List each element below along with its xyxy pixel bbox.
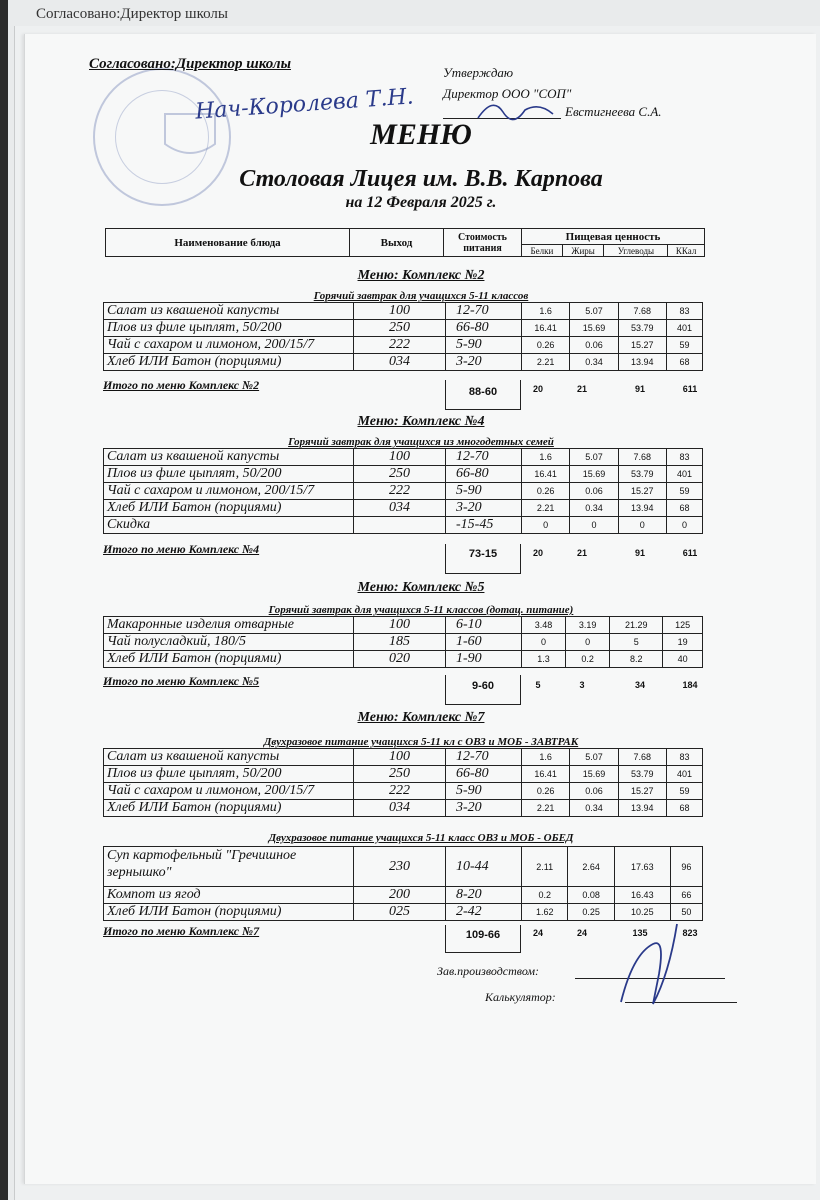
dish-name: Макаронные изделия отварные	[104, 617, 354, 634]
table-row	[104, 337, 703, 354]
header-cost: Стоимость питания	[444, 229, 522, 257]
dish-price: 3-20	[446, 800, 522, 817]
total-fats: 21	[576, 548, 587, 558]
total-proteins: 5	[535, 680, 541, 690]
dish-fats: 0.06	[570, 483, 618, 500]
dish-output: 100	[354, 749, 446, 766]
dish-carbs: 5	[610, 634, 663, 651]
dish-kcal: 68	[666, 354, 702, 371]
menu-table-complex-2	[103, 302, 703, 371]
calculator-signature-icon	[613, 914, 683, 1014]
dish-output: 100	[354, 449, 446, 466]
dish-name: Хлеб ИЛИ Батон (порциями)	[104, 651, 354, 668]
dish-proteins: 2.11	[522, 847, 568, 887]
handwritten-signature: Нач-Королева Т.Н.	[194, 84, 415, 125]
dish-name: Хлеб ИЛИ Батон (порциями)	[104, 904, 354, 921]
dish-carbs: 0	[618, 517, 666, 534]
dish-proteins: 2.21	[522, 800, 570, 817]
total-carbs: 135	[632, 928, 648, 938]
dish-price: 5-90	[446, 483, 522, 500]
dish-price: 3-20	[446, 354, 522, 371]
dish-fats: 0.34	[570, 354, 618, 371]
total-label: Итого по меню Комплекс №4	[103, 542, 260, 556]
dish-kcal: 83	[666, 749, 702, 766]
dish-kcal: 40	[663, 651, 703, 668]
dish-carbs: 7.68	[618, 303, 666, 320]
dish-output: 222	[354, 783, 446, 800]
dish-output: 100	[354, 303, 446, 320]
dish-kcal: 59	[666, 337, 702, 354]
dish-proteins: 16.41	[522, 320, 570, 337]
dish-fats: 5.07	[570, 303, 618, 320]
menu-date: на 12 Февраля 2025 г.	[345, 194, 497, 211]
dish-name: Чай с сахаром и лимоном, 200/15/7	[104, 483, 354, 500]
dish-kcal: 19	[663, 634, 703, 651]
table-row	[104, 466, 703, 483]
header-proteins: Белки	[522, 245, 563, 257]
table-row	[104, 500, 703, 517]
menu-table-complex-7-lunch	[103, 846, 703, 921]
dish-proteins: 2.21	[522, 500, 570, 517]
dish-price: 6-10	[446, 617, 522, 634]
dish-carbs: 15.27	[618, 783, 666, 800]
dish-kcal: 96	[670, 847, 702, 887]
dish-output: 250	[354, 320, 446, 337]
dish-name: Суп картофельный "Гречишное зернышко"	[104, 847, 354, 887]
menu-table-complex-4	[103, 448, 703, 534]
section-title: Меню: Комплекс №4	[357, 414, 485, 429]
total-kcal: 823	[682, 928, 698, 938]
dish-proteins: 0.26	[522, 483, 570, 500]
dish-carbs: 15.27	[618, 337, 666, 354]
dish-price: 66-80	[446, 320, 522, 337]
dish-output: 222	[354, 483, 446, 500]
dish-proteins: 1.62	[522, 904, 568, 921]
dish-name: Плов из филе цыплят, 50/200	[104, 466, 354, 483]
menu-document	[24, 34, 816, 1184]
dish-output	[354, 517, 446, 534]
dish-kcal: 68	[666, 800, 702, 817]
dish-price: 66-80	[446, 466, 522, 483]
dish-fats: 5.07	[570, 449, 618, 466]
dish-name: Компот из ягод	[104, 887, 354, 904]
dish-kcal: 59	[666, 783, 702, 800]
dish-carbs: 13.94	[618, 500, 666, 517]
dish-proteins: 0	[522, 634, 566, 651]
total-kcal: 611	[682, 548, 698, 558]
director-label: Директор ООО "СОП"	[443, 86, 572, 101]
dish-output: 250	[354, 466, 446, 483]
dish-kcal: 83	[666, 303, 702, 320]
total-kcal: 184	[682, 680, 698, 690]
dish-proteins: 3.48	[522, 617, 566, 634]
dish-output: 020	[354, 651, 446, 668]
dish-proteins: 16.41	[522, 466, 570, 483]
dish-name: Хлеб ИЛИ Батон (порциями)	[104, 500, 354, 517]
table-row	[104, 320, 703, 337]
calculator-label: Калькулятор:	[485, 990, 556, 1004]
menu-table-complex-5	[103, 616, 703, 668]
dish-kcal: 83	[666, 449, 702, 466]
table-row	[104, 517, 703, 534]
total-proteins: 24	[532, 928, 543, 938]
section-title: Меню: Комплекс №2	[357, 268, 485, 283]
dish-proteins: 0.2	[522, 887, 568, 904]
table-row	[104, 483, 703, 500]
dish-price: 12-70	[446, 449, 522, 466]
total-fats: 21	[576, 384, 587, 394]
header-carbs: Углеводы	[604, 245, 668, 257]
table-row	[104, 766, 703, 783]
dish-fats: 5.07	[570, 749, 618, 766]
dish-price: 8-20	[446, 887, 522, 904]
dish-price: 12-70	[446, 749, 522, 766]
dish-fats: 0.34	[570, 800, 618, 817]
dish-proteins: 16.41	[522, 766, 570, 783]
total-proteins: 20	[532, 384, 543, 394]
dish-carbs: 13.94	[618, 800, 666, 817]
dish-fats: 0.25	[568, 904, 614, 921]
dish-kcal: 125	[663, 617, 703, 634]
dish-proteins: 2.21	[522, 354, 570, 371]
dish-kcal: 401	[666, 766, 702, 783]
total-fats: 24	[576, 928, 587, 938]
dish-fats: 0.06	[570, 783, 618, 800]
dish-fats: 3.19	[566, 617, 610, 634]
dish-fats: 0.2	[566, 651, 610, 668]
dish-output: 250	[354, 766, 446, 783]
dish-fats: 15.69	[570, 320, 618, 337]
dish-price: 10-44	[446, 847, 522, 887]
column-header-table	[105, 228, 705, 257]
section-title: Меню: Комплекс №7	[357, 710, 485, 725]
dish-name: Салат из квашеной капусты	[104, 449, 354, 466]
dish-fats: 0.08	[568, 887, 614, 904]
dish-name: Скидка	[104, 517, 354, 534]
total-price: 73-15	[445, 544, 521, 574]
total-proteins: 20	[532, 548, 543, 558]
dish-name: Хлеб ИЛИ Батон (порциями)	[104, 800, 354, 817]
total-carbs: 91	[634, 548, 645, 558]
table-row	[104, 634, 703, 651]
dish-carbs: 16.43	[614, 887, 670, 904]
dish-name: Плов из филе цыплят, 50/200	[104, 320, 354, 337]
dish-carbs: 13.94	[618, 354, 666, 371]
section-subtitle-lunch: Двухразовое питание учащихся 5-11 класс ОВЗ и МОБ - ОБЕД	[268, 832, 574, 844]
dish-proteins: 1.6	[522, 303, 570, 320]
dish-fats: 15.69	[570, 466, 618, 483]
dish-output: 185	[354, 634, 446, 651]
dish-name: Плов из филе цыплят, 50/200	[104, 766, 354, 783]
dish-carbs: 7.68	[618, 749, 666, 766]
canteen-name: Столовая Лицея им. В.В. Карпова	[239, 166, 603, 192]
dish-name: Салат из квашеной капусты	[104, 303, 354, 320]
section-subtitle: Горячий завтрак для учащихся 5-11 классов (дотац. питание)	[268, 604, 574, 616]
dish-price: 2-42	[446, 904, 522, 921]
menu-table-complex-7-breakfast	[103, 748, 703, 817]
dish-name: Салат из квашеной капусты	[104, 749, 354, 766]
dish-price: 5-90	[446, 783, 522, 800]
dish-price: 1-60	[446, 634, 522, 651]
dish-kcal: 59	[666, 483, 702, 500]
agreed-label: Согласовано:Директор школы	[89, 56, 291, 72]
dish-kcal: 66	[670, 887, 702, 904]
dish-kcal: 50	[670, 904, 702, 921]
production-head-label: Зав.производством:	[437, 964, 540, 978]
dish-kcal: 68	[666, 500, 702, 517]
dish-carbs: 21.29	[610, 617, 663, 634]
dish-carbs: 53.79	[618, 466, 666, 483]
total-carbs: 91	[634, 384, 645, 394]
dish-proteins: 1.6	[522, 449, 570, 466]
page-title: МЕНЮ	[370, 118, 472, 151]
table-row	[104, 749, 703, 766]
dish-price: 5-90	[446, 337, 522, 354]
section-subtitle: Двухразовое питание учащихся 5-11 кл с ОВЗ и МОБ - ЗАВТРАК	[263, 736, 579, 748]
dish-name: Чай с сахаром и лимоном, 200/15/7	[104, 337, 354, 354]
dish-output: 034	[354, 800, 446, 817]
dish-output: 100	[354, 617, 446, 634]
dish-carbs: 7.68	[618, 449, 666, 466]
table-row	[104, 783, 703, 800]
dish-output: 025	[354, 904, 446, 921]
dish-price: 12-70	[446, 303, 522, 320]
dish-fats: 0	[570, 517, 618, 534]
table-row	[104, 651, 703, 668]
dish-output: 200	[354, 887, 446, 904]
dish-kcal: 0	[666, 517, 702, 534]
total-label: Итого по меню Комплекс №7	[103, 924, 260, 938]
dish-proteins: 1.6	[522, 749, 570, 766]
dish-carbs: 53.79	[618, 320, 666, 337]
dish-price: 66-80	[446, 766, 522, 783]
dish-kcal: 401	[666, 320, 702, 337]
dish-output: 230	[354, 847, 446, 887]
section-subtitle: Горячий завтрак для учащихся 5-11 классов	[313, 290, 529, 302]
total-price: 109-66	[445, 925, 521, 953]
dish-carbs: 15.27	[618, 483, 666, 500]
section-subtitle: Горячий завтрак для учащихся из многодетных семей	[288, 436, 554, 448]
dish-output: 034	[354, 354, 446, 371]
total-fats: 3	[579, 680, 585, 690]
table-row	[104, 617, 703, 634]
dish-price: 3-20	[446, 500, 522, 517]
dish-fats: 0.06	[570, 337, 618, 354]
director-name: Евстигнеева С.А.	[565, 104, 662, 119]
dish-fats: 0	[566, 634, 610, 651]
section-title: Меню: Комплекс №5	[357, 580, 485, 595]
total-price: 88-60	[445, 380, 521, 410]
header-kcal: ККал	[668, 245, 705, 257]
dish-output: 034	[354, 500, 446, 517]
table-row	[104, 800, 703, 817]
total-label: Итого по меню Комплекс №5	[103, 674, 260, 688]
dish-fats: 15.69	[570, 766, 618, 783]
background-page-text: Согласовано:Директор школы	[36, 6, 228, 22]
dish-price: -15-45	[446, 517, 522, 534]
header-name: Наименование блюда	[106, 229, 350, 257]
dish-proteins: 0.26	[522, 783, 570, 800]
dish-kcal: 401	[666, 466, 702, 483]
dish-carbs: 53.79	[618, 766, 666, 783]
table-row	[104, 449, 703, 466]
total-label: Итого по меню Комплекс №2	[103, 378, 260, 392]
dish-price: 1-90	[446, 651, 522, 668]
dish-carbs: 17.63	[614, 847, 670, 887]
table-row	[104, 303, 703, 320]
approve-label: Утверждаю	[443, 65, 514, 80]
header-output: Выход	[350, 229, 444, 257]
dish-name: Хлеб ИЛИ Батон (порциями)	[104, 354, 354, 371]
total-kcal: 611	[682, 384, 698, 394]
table-row	[104, 887, 703, 904]
dish-carbs: 8.2	[610, 651, 663, 668]
table-row	[104, 354, 703, 371]
header-nutrition: Пищевая ценность	[522, 229, 705, 245]
dish-carbs: 10.25	[614, 904, 670, 921]
table-row	[104, 847, 703, 887]
dish-proteins: 1.3	[522, 651, 566, 668]
dish-fats: 0.34	[570, 500, 618, 517]
dish-proteins: 0	[522, 517, 570, 534]
dish-name: Чай с сахаром и лимоном, 200/15/7	[104, 783, 354, 800]
dish-proteins: 0.26	[522, 337, 570, 354]
dish-output: 222	[354, 337, 446, 354]
header-fats: Жиры	[562, 245, 604, 257]
total-price: 9-60	[445, 675, 521, 705]
dish-name: Чай полусладкий, 180/5	[104, 634, 354, 651]
dish-fats: 2.64	[568, 847, 614, 887]
total-carbs: 34	[634, 680, 645, 690]
